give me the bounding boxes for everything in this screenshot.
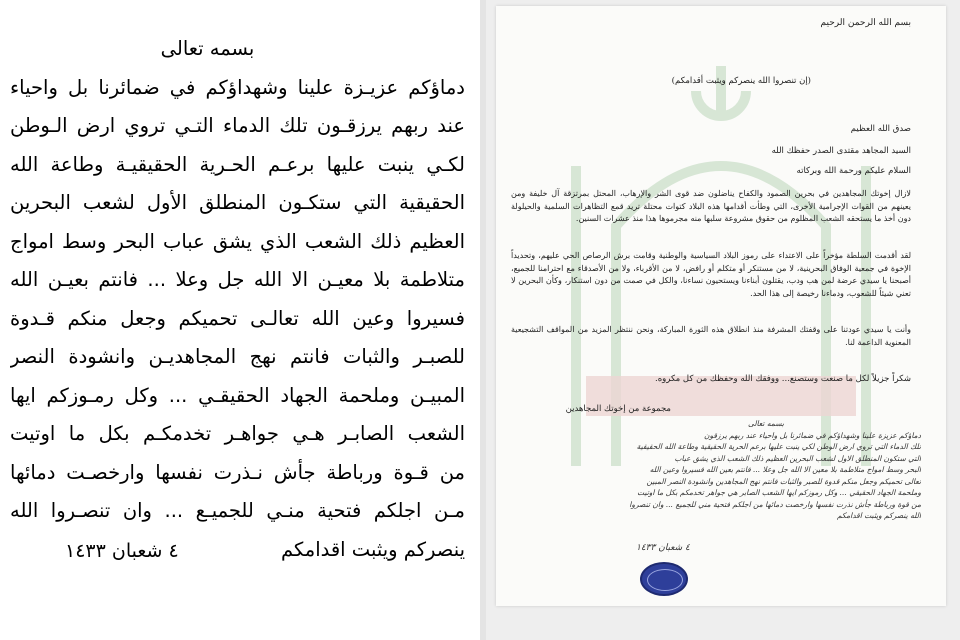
handwritten-line: البحر وسط امواج متلاطمة بلا معين الا الله جل وعلا ... فانتم بعين الله فسيروا وعين الله	[649, 465, 921, 474]
letter-paragraph: لازال إخوتك المجاهدين في بحرين الصمود والكفاح يناضلون ضد قوى الشر والإرهاب، المحتل بمرتزقة آل خليفة ومن يعينهم من القوات الإجرامية الأخرى، التي وطأت أقدامها هذه البلاد كتوات محتلة تريد قمع التظاهرات السلمية والحيلولة دون أخذ ما يستحقه الشعب المظلوم من حقوق مشروعة سلبها منه مجرموها هذا منذ عشرات السنين.	[511, 189, 911, 223]
letter-addressee: السيد المجاهد مقتدى الصدر حفظك الله	[771, 146, 911, 156]
transcription-line: فسيروا وعين الله تعالـى تحميكم وجعل منكم قـدوة	[10, 306, 465, 330]
letter-salam: السلام عليكم ورحمة الله وبركاته	[796, 166, 911, 176]
transcription-line: الحقيقية التي ستكـون المنطلق الأول لشعب البحرين	[10, 191, 465, 214]
handwritten-date: ٤ شعبان ١٤٣٣	[636, 543, 690, 553]
handwritten-line: التي ستكون المنطلق الاول لشعب البحرين العظيم ذلك الشعب الذي يشق عباب	[674, 453, 921, 463]
transcription-date: ٤ شعبان ١٤٣٣	[65, 540, 179, 562]
handwritten-line: تعالى تحميكم وجعل منكم قدوة للصبر والثبات فانتم نهج المجاهدين وانشودة النصر المبين	[646, 476, 921, 486]
handwritten-line: دماؤكم عزيزة علينا وشهداؤكم في ضمائرنا بل واحياء عند ربهم يرزقون	[703, 430, 921, 440]
transcription-line: الشعب الصابـر هـي جواهـر تخدمكـم بكل ما اوتيت	[10, 422, 465, 445]
letter-thanks: شكراً جزيلاً لكل ما صنعت وستصنع... ووفقك الله وحفظك من كل مكروه.	[655, 374, 911, 384]
transcription-line: المبيـن وملحمة الجهاد الحقيقـي ... وكل رمـوزكم ايها	[10, 383, 465, 407]
letter-signature: مجموعة من إخوتك المجاهدين	[565, 404, 671, 414]
letter-sadaq: صدق الله العظيم	[850, 124, 911, 134]
transcription-line: مـن اجلكم فتحية منـي للجميـع ... وان تنصـروا الله	[10, 499, 465, 522]
seal-stamp-ring	[647, 569, 683, 591]
transcription-title: بسمه تعالى	[160, 37, 255, 60]
transcription-line: من قـوة ورباطة جأش نـذرت نفسها وارخصـت دمائها	[10, 460, 465, 484]
transcription-line: العظيم ذلك الشعب الذي يشق عباب البحر وسط امواج	[10, 229, 465, 253]
transcription-line: لكـي ينبت عليها برعـم الحـرية الحقيقيـة وطاعة الله	[10, 152, 465, 176]
transcription-line: متلاطمة بلا معيـن الا الله جل وعلا ... فانتم بعيـن الله	[10, 268, 465, 291]
letter-bismillah: بسم الله الرحمن الرحيم	[820, 18, 911, 28]
letter-verse: (إن تنصروا الله ينصركم ويثبت أقدامكم)	[671, 76, 811, 86]
handwritten-note	[511, 418, 921, 522]
transcription-text	[10, 30, 465, 569]
letter-scan-panel	[486, 0, 960, 640]
handwritten-line: من قوة ورباطة جأش نذرت نفسها وارخصت دمائها من اجلكم فتحية مني للجميع ... وان تنصروا	[629, 499, 921, 509]
handwritten-line: الله ينصركم ويثبت اقدامكم	[836, 511, 921, 520]
handwritten-title: بسمه تعالى	[747, 419, 785, 428]
letter-page	[496, 6, 946, 606]
transcription-line-last: ينصركم ويثبت اقدامكم	[281, 537, 465, 561]
transcription-line: للصبـر والثبات فانتم نهج المجاهديـن وانشودة النصر	[10, 345, 465, 368]
letter-paragraph: لقد أقدمت السلطة مؤخراً على الاعتداء على رموز البلاد السياسية والوطنية وقامت برش الرصاص الحي عليهم، وتحديداً الإخوة في جمعية الوفاق البحرينية، لا من مستنكر أو متكلم أو رافض، لا من الأقرباء، ولا من الأصدقاء مع احترامنا للجميع، أصبحنا يا سيدي عرضة لمن هب ودب، يقتلون أبناءنا ويستحيون نساءنا، والكل في صمت من دون استنكار، وكأن البحرين لا تعني شيئاً للشعوب، ودماءنا رخيصة إلى هذا الحد.	[511, 251, 911, 298]
letter-paragraph: وأنت يا سيدي عودتنا على وقفتك المشرفة منذ انطلاق هذه الثورة المباركة، ونحن ننتظر المزيد من المواقف التشجيعية المعنوية الداعمة لنا.	[511, 325, 911, 347]
transcription-line: عند ربهم يرزقـون تلك الدماء التـي تروي ارض الـوطن	[10, 114, 465, 137]
handwritten-line: تلك الدماء التي تروي ارض الوطن لكي ينبت عليها برعم الحرية الحقيقية وطاعة الله الحقيقية	[636, 442, 921, 451]
handwritten-line: وملحمة الجهاد الحقيقي ... وكل رموزكم ايها الشعب الصابر هي جواهر تخدمكم بكل ما اوتيت	[637, 488, 921, 497]
seal-stamp	[640, 562, 688, 596]
transcription-line: دماؤكم عزيـزة علينا وشهداؤكم في ضمائرنا بل واحياء	[10, 75, 465, 99]
